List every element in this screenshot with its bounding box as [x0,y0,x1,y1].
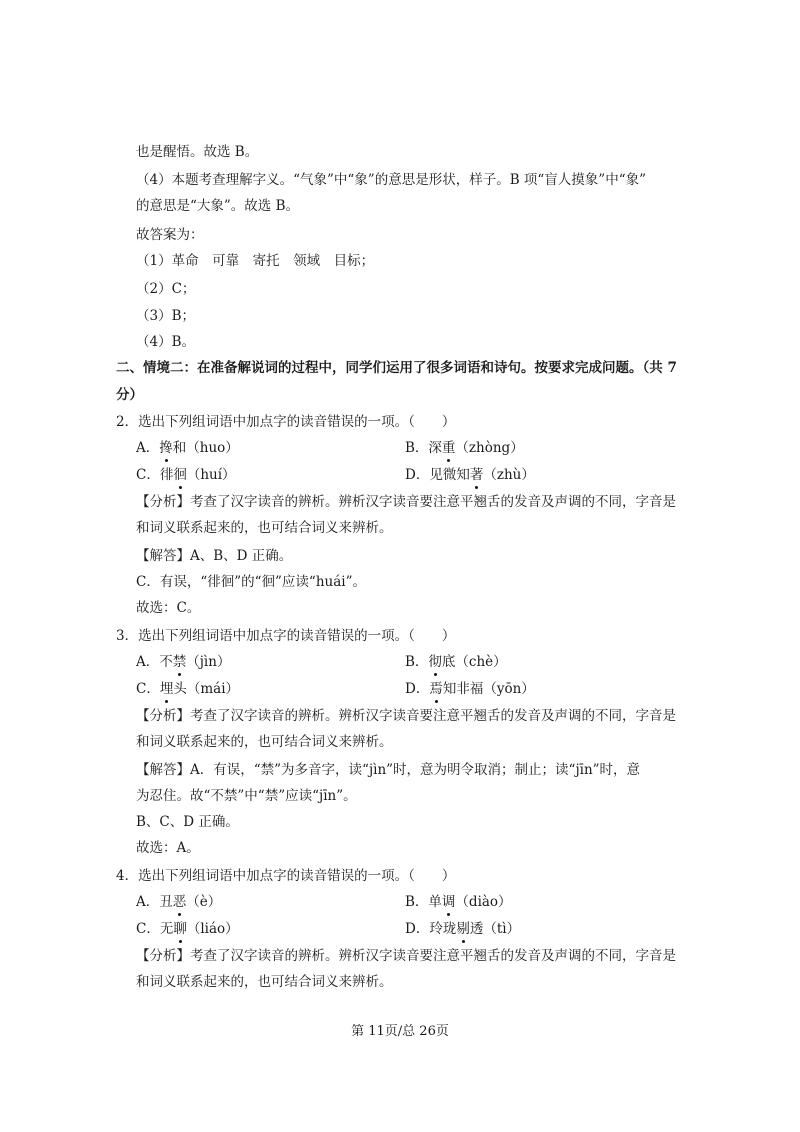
question-stem: 2．选出下列组词语中加点字的读音错误的一项。（ ） [116,414,456,430]
dotted-char: 禁 [172,654,187,670]
analysis-line: 【分析】考查了汉字读音的辨析。辨析汉字读音要注意平翘舌的发音及声调的不同，字音是 [136,708,676,724]
dotted-char: 调 [441,894,456,910]
question-stem: 3．选出下列组词语中加点字的读音错误的一项。（ ） [116,628,456,644]
prev-text-line: 也是醒悟。故选 B。 [136,144,259,160]
dotted-char: 焉 [429,681,443,697]
prev-text-line: （4）本题考查理解字义。“气象”中“象”的意思是形状，样子。B 项“盲人摸象”中“象” [136,172,647,188]
section-title: 二、情境二：在准备解说词的过程中，同学们运用了很多词语和诗句。按要求完成问题。（共 7 [116,360,677,376]
dotted-char: 埋 [159,681,174,697]
option-c: C．无聊（liáo） [136,921,239,937]
option-b: B．单调（diào） [405,894,512,910]
option-d: D．焉知非福（yōn） [405,681,535,697]
answer-heading: 故答案为： [136,227,204,243]
answer-line: （2）C； [136,281,196,297]
solution-line: B、C、D 正确。 [136,814,239,830]
option-c: C．埋头（mái） [136,681,240,697]
answer-line: （4）B。 [136,334,196,350]
option-a: A．搀和（huo） [136,440,239,456]
analysis-line: 【分析】考查了汉字读音的辨析。辨析汉字读音要注意平翘舌的发音及声调的不同，字音是 [136,494,676,510]
option-b: B．彻底（chè） [405,654,507,670]
answer-line: （1）革命 可靠 寄托 领域 目标； [136,253,375,269]
dotted-char: 搀 [159,440,173,456]
question-stem: 4．选出下列组词语中加点字的读音错误的一项。（ ） [116,868,456,884]
analysis-line: 和词义联系起来的，也可结合词义来辨析。 [136,734,393,750]
final-answer: 故选：C。 [136,600,201,616]
analysis-line: 【分析】考查了汉字读音的辨析。辨析汉字读音要注意平翘舌的发音及声调的不同，字音是 [136,948,676,964]
solution-line: 【解答】A．有误，“禁”为多音字，读“jìn”时，意为明令取消；制止；读“jīn”时，意 [136,762,641,778]
analysis-line: 和词义联系起来的，也可结合词义来辨析。 [136,974,393,990]
dotted-char: 恶 [172,894,187,910]
option-a: A．丑恶（è） [136,894,222,910]
dotted-char: 著 [469,467,484,483]
solution-line: 为忍住。故“不禁”中“禁”应读“jīn”。 [136,788,357,804]
option-c: C．徘徊（huí） [136,467,236,483]
option-a: A．不禁（jìn） [136,654,231,670]
dotted-char: 聊 [173,921,187,937]
dotted-char: 重 [441,440,456,456]
option-d: D．玲珑剔透（tì） [405,921,521,937]
solution-line: C．有误，“徘徊”的“徊”应读“huái”。 [136,574,366,590]
dotted-char: 彻 [428,654,442,670]
page-footer: 第 11页/总 26页 [351,1024,449,1039]
solution-line: 【解答】A、B、D 正确。 [136,548,293,564]
prev-text-line: 的意思是“大象”。故选 B。 [136,198,300,214]
dotted-char: 剔 [456,921,470,937]
option-b: B．深重（zhòng） [405,440,524,456]
final-answer: 故选：A。 [136,840,200,856]
analysis-line: 和词义联系起来的，也可结合词义来辨析。 [136,520,393,536]
dotted-char: 徊 [173,467,187,483]
option-d: D．见微知著（zhù） [405,467,535,483]
answer-line: （3）B； [136,308,196,324]
section-title-cont: 分） [116,387,143,403]
